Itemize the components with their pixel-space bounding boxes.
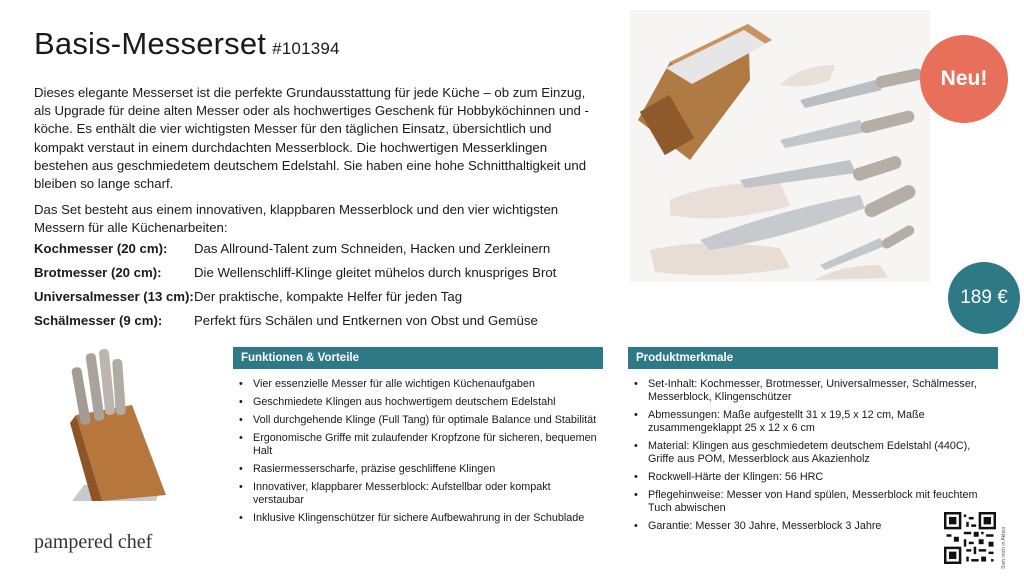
knife-description: Die Wellenschliff-Klinge gleitet mühelos durch knuspriges Brot bbox=[194, 264, 557, 280]
list-item: • Vier essenzielle Messer für alle wichtigen Küchenaufgaben bbox=[233, 378, 603, 391]
knife-description: Das Allround-Talent zum Schneiden, Hacken und Zerkleinern bbox=[194, 240, 551, 256]
product-photo bbox=[630, 10, 930, 282]
list-item: • Voll durchgehende Klinge (Full Tang) für optimale Balance und Stabilität bbox=[233, 414, 603, 427]
brand-logo-text: pampered chef bbox=[34, 531, 153, 553]
product-features-panel bbox=[628, 347, 998, 538]
knife-row bbox=[34, 236, 594, 260]
qr-caption-svg bbox=[998, 512, 1008, 570]
item-number: #101394 bbox=[272, 39, 340, 58]
features-heading: Funktionen & Vorteile bbox=[233, 347, 603, 369]
list-item: • Innovativer, klappbarer Messerblock: Aufstellbar oder kompakt verstaubar bbox=[233, 481, 603, 507]
list-item: • Geschmiedete Klingen aus hochwertigem deutschem Edelstahl bbox=[233, 396, 603, 409]
knife-block-photo bbox=[62, 345, 172, 507]
list-item: • Material: Klingen aus geschmiedetem deutschem Edelstahl (440C), Griffe aus POM, Messerblock aus Akazienholz bbox=[628, 440, 998, 466]
knife-name: Kochmesser (20 cm): bbox=[34, 240, 168, 256]
knife-name: Schälmesser (9 cm): bbox=[34, 312, 163, 328]
intro-text bbox=[34, 84, 604, 246]
intro-paragraph-2: Das Set besteht aus einem innovativen, klappbaren Messerblock und den vier wichtigsten Messern für alle Küchenarbeiten: bbox=[34, 202, 559, 236]
list-item: • Abmessungen: Maße aufgestellt 31 x 19,5 x 12 cm, Maße zusammengeklappt 25 x 12 x 6 cm bbox=[628, 409, 998, 435]
knife-row bbox=[34, 284, 594, 308]
brand-logo bbox=[34, 531, 152, 554]
qr-caption bbox=[998, 512, 1008, 570]
qr-code[interactable] bbox=[944, 512, 996, 564]
product-features-list bbox=[628, 378, 998, 533]
list-item: • Pflegehinweise: Messer von Hand spülen, Messerblock mit feuchtem Tuch abwischen bbox=[628, 489, 998, 515]
list-item: • Rasiermesserscharfe, präzise geschliffene Klingen bbox=[233, 463, 603, 476]
knife-description: Der praktische, kompakte Helfer für jeden Tag bbox=[194, 288, 463, 304]
product-features-heading: Produktmerkmale bbox=[628, 347, 998, 369]
knife-row bbox=[34, 308, 594, 332]
page-title bbox=[34, 26, 340, 62]
new-badge: Neu! bbox=[920, 35, 1008, 123]
product-title: Basis-Messerset bbox=[34, 26, 267, 61]
price-badge: 189 € bbox=[948, 262, 1020, 334]
knife-description: Perfekt fürs Schälen und Entkernen von Obst und Gemüse bbox=[194, 312, 538, 328]
list-item: • Garantie: Messer 30 Jahre, Messerblock 3 Jahre bbox=[628, 520, 998, 533]
intro-paragraph-1: Dieses elegante Messerset ist die perfekte Grundausstattung für jede Küche – ob zum Einzug, als Upgrade für deine alten Messer oder als hochwertiges Geschenk für Hobbyköchinnen und -köche. Es enthält die vier wichtigsten Messer für den täglichen Einsatz, übersichtlich und kompakt verstaut in einem durchdachten Messerblock. Die hochwertigen Messerklingen bestehen aus geschmiedetem deutschem Edelstahl. Sie haben eine hohe Schnitthaltigkeit und bleiben so lange scharf. bbox=[34, 85, 589, 192]
knife-list bbox=[34, 236, 594, 332]
features-panel bbox=[233, 347, 603, 530]
list-item: • Ergonomische Griffe mit zulaufender Kropfzone für sicheren, bequemen Halt bbox=[233, 432, 603, 458]
knife-name: Universalmesser (13 cm): bbox=[34, 288, 194, 304]
list-item: • Inklusive Klingenschützer für sichere Aufbewahrung in der Schublade bbox=[233, 512, 603, 525]
knife-name: Brotmesser (20 cm): bbox=[34, 264, 162, 280]
list-item: • Rockwell-Härte der Klingen: 56 HRC bbox=[628, 471, 998, 484]
qr-caption-text: Sieh mich in Aktion bbox=[1001, 526, 1007, 569]
list-item: • Set-Inhalt: Kochmesser, Brotmesser, Universalmesser, Schälmesser, Messerblock, Klingenschützer bbox=[628, 378, 998, 404]
features-list bbox=[233, 378, 603, 525]
knife-row bbox=[34, 260, 594, 284]
